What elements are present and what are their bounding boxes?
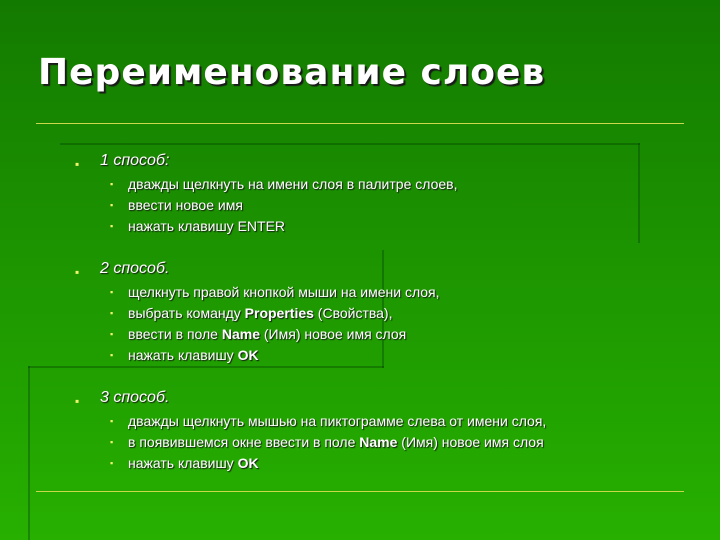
step-text: дважды щелкнуть мышью на пиктограмме слева от имени слоя, — [128, 413, 547, 429]
step-text: ввести новое имя — [128, 197, 243, 213]
step-bold-text: OK — [237, 455, 259, 471]
section-heading-text: 2 способ. — [100, 260, 170, 277]
bullet-icon: ▪ — [110, 221, 114, 231]
section-heading-text: 3 способ. — [100, 389, 170, 406]
section-heading — [72, 258, 672, 280]
bullet-icon: ▪ — [110, 329, 114, 339]
bullet-icon: ▪ — [110, 416, 114, 426]
bullet-icon: ▪ — [75, 157, 80, 171]
list-item — [72, 345, 672, 366]
bullet-icon: ▪ — [110, 458, 114, 468]
step-text-tail: (Свойства), — [313, 305, 393, 321]
step-bold-text: Name — [359, 434, 398, 450]
step-text: щелкнуть правой кнопкой мыши на имени слоя, — [128, 284, 440, 300]
step-text: нажать клавишу — [128, 347, 238, 363]
bullet-icon: ▪ — [110, 287, 114, 297]
list-item — [72, 303, 672, 324]
list-item — [72, 324, 672, 345]
frame-line — [28, 366, 30, 540]
list-item — [72, 195, 672, 216]
bullet-icon: ▪ — [110, 308, 114, 318]
bullet-icon: ▪ — [110, 179, 114, 189]
method-section-3 — [72, 387, 672, 474]
method-section-2 — [72, 258, 672, 366]
step-text: ввести в поле — [128, 326, 222, 342]
section-heading — [72, 387, 672, 409]
bullet-icon: ▪ — [75, 265, 80, 279]
step-bold-text: Name — [221, 326, 260, 342]
title-divider — [36, 123, 684, 124]
method-section-1 — [72, 150, 672, 237]
step-bold-text: Properties — [244, 305, 314, 321]
step-text: в появившемся окне ввести в поле — [128, 434, 360, 450]
step-text: нажать клавишу — [128, 455, 238, 471]
step-text-tail: (Имя) новое имя слоя — [397, 434, 544, 450]
frame-line — [60, 143, 640, 145]
bullet-icon: ▪ — [110, 200, 114, 210]
slide-content — [72, 150, 672, 495]
step-text: дважды щелкнуть на имени слоя в палитре слоев, — [128, 176, 458, 192]
step-list — [72, 282, 672, 366]
step-list — [72, 411, 672, 474]
bullet-icon: ▪ — [75, 394, 80, 408]
list-item — [72, 411, 672, 432]
list-item — [72, 174, 672, 195]
list-item — [72, 432, 672, 453]
list-item — [72, 453, 672, 474]
section-heading — [72, 150, 672, 172]
bullet-icon: ▪ — [110, 350, 114, 360]
bullet-icon: ▪ — [110, 437, 114, 447]
list-item — [72, 216, 672, 237]
section-heading-text: 1 способ: — [100, 152, 170, 169]
step-list — [72, 174, 672, 237]
slide-title: Переименование слоев — [38, 52, 546, 93]
footer-divider — [36, 491, 684, 492]
list-item — [72, 282, 672, 303]
step-text: нажать клавишу ENTER — [128, 218, 286, 234]
step-text: выбрать команду — [128, 305, 245, 321]
step-bold-text: OK — [237, 347, 259, 363]
step-text-tail: (Имя) новое имя слоя — [260, 326, 407, 342]
